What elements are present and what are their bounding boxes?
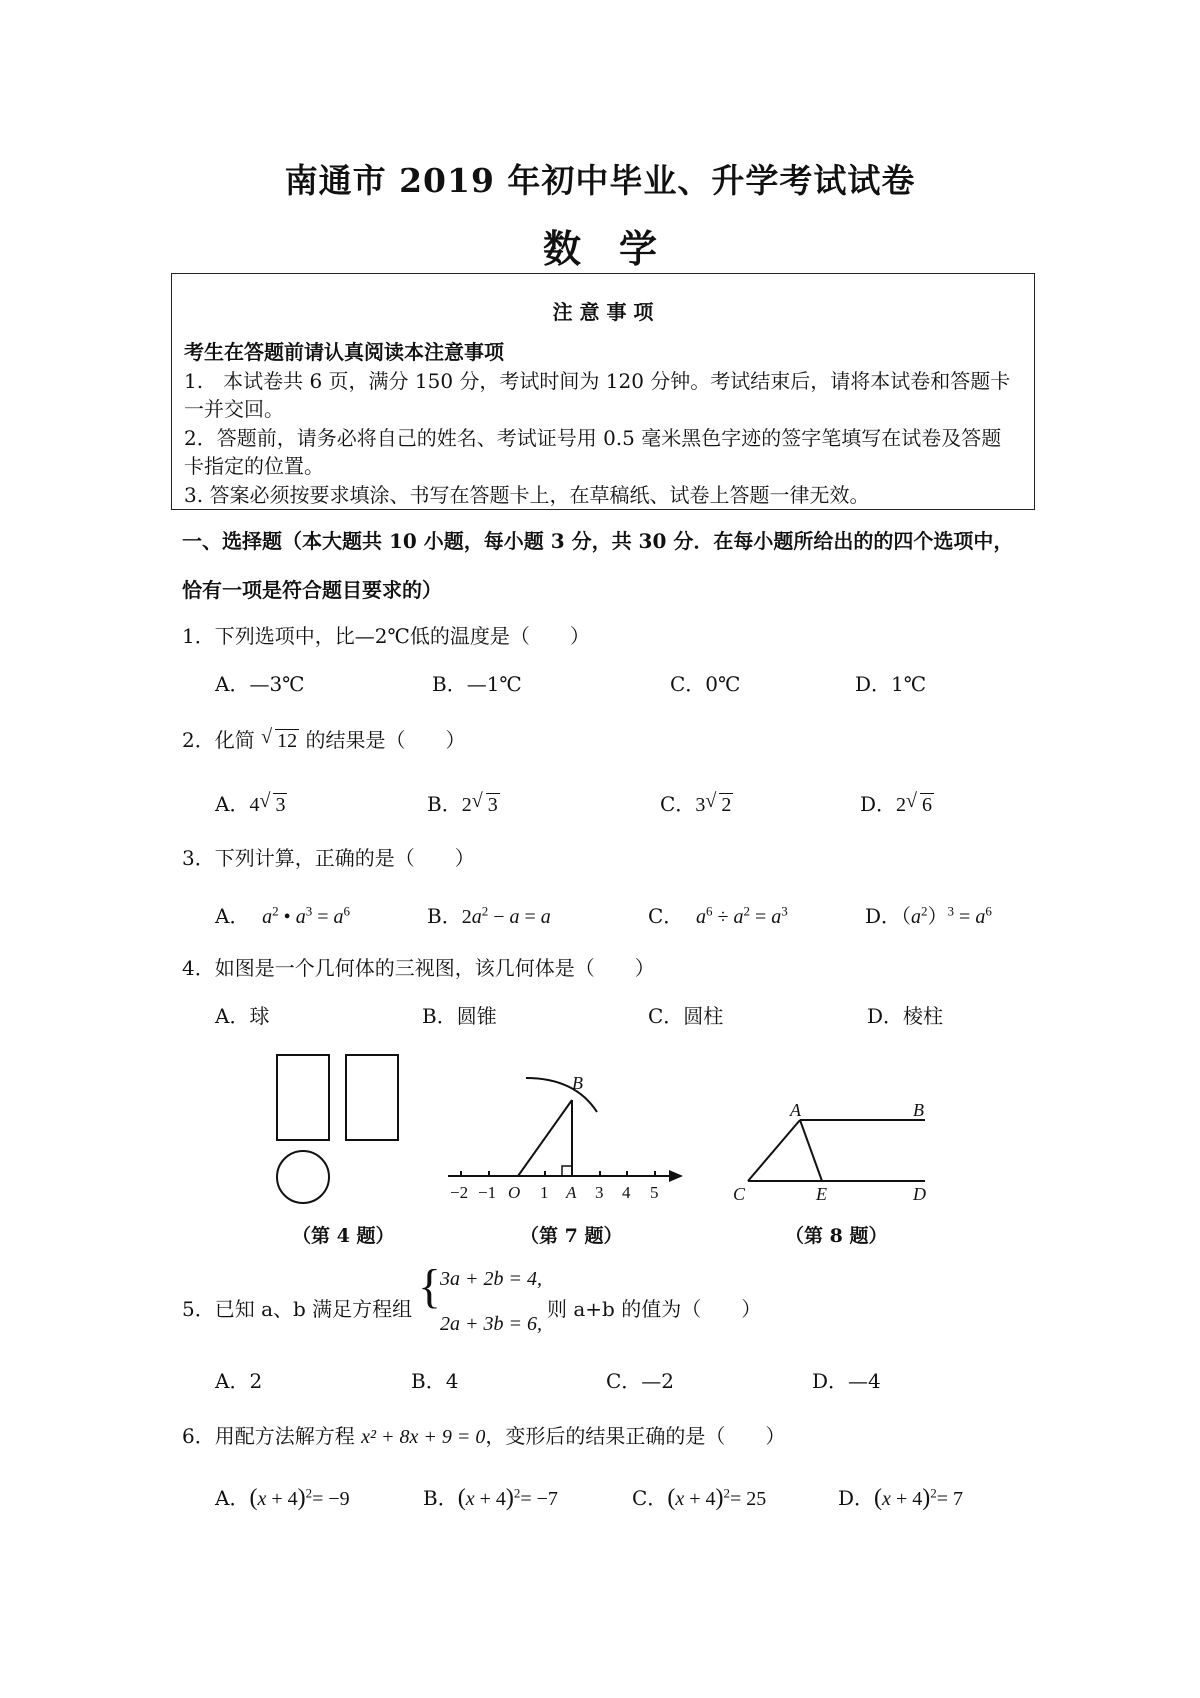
q4-option-a: A．球 [215,1004,270,1028]
q5-equation-2: 2a + 3b = 6, [440,1313,542,1335]
q2-option-d: D．2 √ 6 [860,790,933,816]
q1-option-d: D．1℃ [855,672,927,696]
q1-option-b: B．—1℃ [432,672,522,696]
fig7-caption: （第 7 题） [520,1225,623,1247]
question-2-stem [182,724,465,753]
fig8-caption: （第 8 题） [785,1225,888,1247]
exam-title: 南通市 2019 年初中毕业、升学考试试卷 [284,161,916,200]
fig8-label-e: E [816,1184,827,1204]
section-heading-line1: 一、选择题（本大题共 10 小题，每小题 3 分，共 30 分．在每小题所给出的的四个选项中， [182,529,1014,553]
fig8-label-c: C [733,1184,746,1204]
q6-option-a: A．$(x + 4)^2= -9$ [215,1485,350,1511]
fig7-tick-3: 3 [595,1183,604,1202]
fig7-tick-minus1: −1 [478,1183,497,1202]
q5-option-d: D．—4 [812,1369,881,1393]
q3-option-d: D．$(a^2)^3 = a^6$ [865,903,992,928]
q2-prefix: 2．化简 [182,728,255,752]
fig7-tick-o: O [508,1183,521,1202]
q4-option-b: B．圆锥 [422,1004,497,1028]
fig7-tick-minus2: −2 [450,1183,469,1202]
fig4-front-view [277,1055,329,1140]
question-6-stem [182,1420,785,1449]
subject-title: 数 学 [542,226,657,271]
fig7-label-b: B [572,1073,583,1093]
fig7-tick-5: 5 [650,1183,659,1202]
q2-sqrt: √ 12 [261,726,298,752]
fig4-caption: （第 4 题） [292,1225,395,1247]
q2-option-b: B．2 √ 3 [427,790,498,816]
notice-item-3: 3. 答案必须按要求填涂、书写在答题卡上，在草稿纸、试卷上答题一律无效。 [184,483,870,507]
question-1-stem: 1．下列选项中，比—2℃低的温度是（ ） [182,624,590,648]
q2-suffix: 的结果是（ ） [305,728,466,752]
fig8-label-d: D [913,1184,926,1204]
q6-equation: x² + 8x + 9 = 0 [361,1426,486,1448]
q6-suffix: ，变形后的结果正确的是（ ） [485,1424,786,1448]
fig8-label-b: B [913,1100,924,1120]
q1-option-a: A．—3℃ [215,672,305,696]
question-5-suffix: 则 a+b 的值为（ ） [547,1297,762,1321]
figures-svg [0,1040,1200,1250]
fig4-three-views [277,1055,398,1203]
fig7-tick-a: A [566,1183,577,1202]
fig8-label-a: A [790,1100,801,1120]
notice-item-1: 1. 本试卷共 6 页，满分 150 分，考试时间为 120 分钟。考试结束后，请将本试卷和答题卡一并交回。 [184,369,1011,421]
question-3-stem: 3．下列计算，正确的是（ ） [182,846,475,870]
fig8-lines [748,1120,925,1181]
q2-option-a: A．4 √ 3 [215,790,286,816]
notice-box [171,273,1035,510]
q5-equation-1: 3a + 2b = 4, [440,1268,542,1290]
fig4-top-view [277,1151,329,1203]
q6-option-c: C．$(x + 4)^2= 25$ [632,1485,767,1511]
fig7-tick-4: 4 [622,1183,631,1202]
q5-option-c: C．—2 [606,1369,675,1393]
notice-heading: 注 意 事 项 [552,300,654,324]
question-4-stem: 4．如图是一个几何体的三视图，该几何体是（ ） [182,956,655,980]
section-heading-line2: 恰有一项是符合题目要求的） [182,578,442,602]
q3-option-c: C． $a^6 \div a^2 = a^3$ [648,903,788,928]
q6-option-b: B．$(x + 4)^2= -7$ [423,1485,558,1511]
q1-option-c: C．0℃ [670,672,741,696]
q2-radicand: 12 [277,730,298,752]
q5-option-b: B．4 [411,1369,459,1393]
q6-prefix: 6．用配方法解方程 [182,1424,355,1448]
notice-item-2: 2．答题前，请务必将自己的姓名、考试证号用 0.5 毫米黑色字迹的签字笔填写在试卷及答题卡指定的位置。 [184,426,1002,478]
fig7-tick-1: 1 [540,1183,549,1202]
q5-brace: { [418,1260,442,1313]
q3-option-b: B．$2a^2 - a = a$ [427,903,551,928]
question-5-prefix: 5．已知 a、b 满足方程组 [182,1297,413,1321]
q5-option-a: A．2 [215,1369,263,1393]
q6-option-d: D．$(x + 4)^2= 7$ [838,1485,963,1511]
q4-option-d: D．棱柱 [867,1004,944,1028]
q2-option-c: C．3 √ 2 [660,790,732,816]
fig4-side-view [346,1055,398,1140]
notice-intro: 考生在答题前请认真阅读本注意事项 [184,340,504,364]
fig7-number-line [448,1078,683,1182]
q4-option-c: C．圆柱 [648,1004,724,1028]
q3-option-a: A． $a^2$ • $a^3 = a^6$ [215,903,350,928]
